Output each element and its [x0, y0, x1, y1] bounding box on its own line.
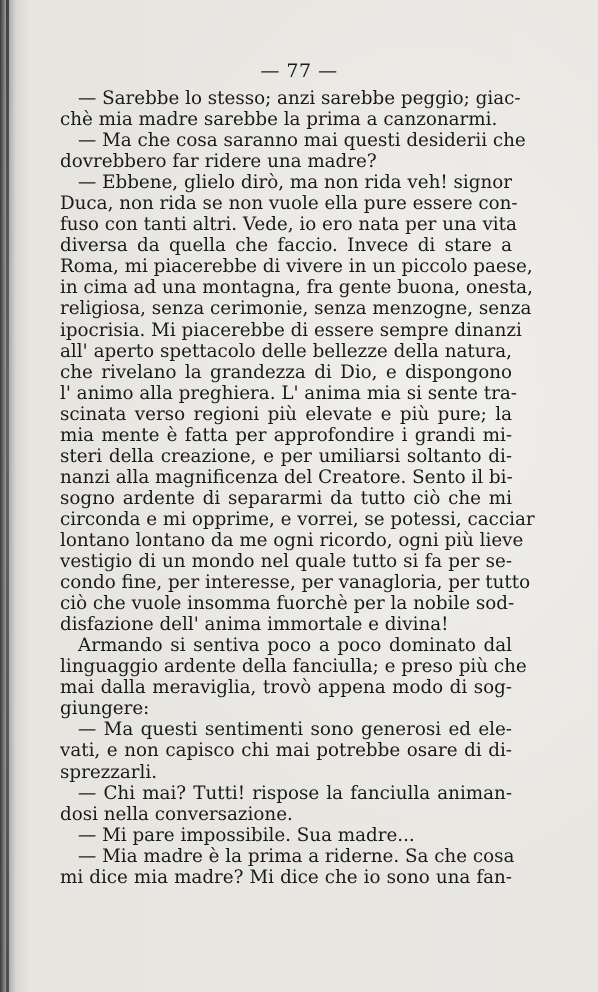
- text-line: vati, e non capisco chi mai potrebbe osare di di-: [60, 740, 512, 762]
- text-line: — Ma che cosa saranno mai questi desiderii che: [78, 130, 526, 152]
- text-line: — Ebbene, glielo dirò, ma non rida veh! signor: [78, 172, 512, 194]
- text-line: — Mia madre è la prima a riderne. Sa che cosa: [78, 845, 515, 867]
- text-line: mia mente è fatta per approfondire i grandi mi-: [60, 424, 512, 446]
- book-gutter-shadow: [6, 0, 9, 992]
- text-line: Roma, mi piacerebbe di vivere in un piccolo paese,: [60, 256, 533, 278]
- text-line: linguaggio ardente della fanciulla; e preso più che: [60, 656, 527, 678]
- text-line: mi dice mia madre? Mi dice che io sono una fan-: [60, 866, 512, 888]
- text-line: Armando si sentiva poco a poco dominato dal: [78, 635, 512, 657]
- text-line: — Chi mai? Tutti! rispose la fanciulla animan-: [78, 782, 512, 804]
- text-line: ipocrisia. Mi piacerebbe di essere sempre dinanzi: [60, 319, 522, 341]
- text-line: l' animo alla preghiera. L' anima mia si sente tra-: [60, 382, 517, 404]
- text-line: ciò che vuole insomma fuorchè per la nobile sod-: [60, 593, 515, 615]
- text-line: Duca, non rida se non vuole ella pure essere con-: [60, 193, 518, 215]
- text-line: giungere:: [60, 698, 150, 720]
- text-line: disfazione dell' anima immortale e divina!: [60, 614, 449, 636]
- text-line: che rivelano la grandezza di Dio, e dispongono: [60, 361, 512, 383]
- text-line: — Ma questi sentimenti sono generosi ed ele-: [78, 719, 512, 741]
- text-line: chè mia madre sarebbe la prima a canzonarmi.: [60, 109, 498, 131]
- page-number: — 77 —: [260, 60, 338, 82]
- text-line: in cima ad una montagna, fra gente buona, onesta,: [60, 277, 533, 299]
- text-line: dovrebbero far ridere una madre?: [60, 151, 377, 173]
- text-line: sprezzarli.: [60, 761, 158, 783]
- text-line: — Sarebbe lo stesso; anzi sarebbe peggio; giac-: [78, 88, 521, 109]
- text-line: religiosa, senza cerimonie, senza menzogne, senza: [60, 298, 532, 320]
- text-line: steri della creazione, e per umiliarsi soltanto di-: [60, 445, 512, 467]
- text-line: fuso con tanti altri. Vede, io ero nata per una vita: [60, 214, 517, 236]
- text-line: condo fine, per interesse, per vanagloria, per tutto: [60, 572, 531, 594]
- text-line: lontano lontano da me ogni ricordo, ogni più lieve: [60, 529, 524, 551]
- text-line: vestigio di un mondo nel quale tutto si fa per se-: [60, 551, 512, 573]
- text-line: sogno ardente di separarmi da tutto ciò che mi: [60, 487, 512, 509]
- text-line: mai dalla meraviglia, trovò appena modo di sog-: [60, 677, 512, 699]
- text-line: circonda e mi opprime, e vorrei, se potessi, cacciar: [60, 508, 535, 530]
- text-line: nanzi alla magnificenza del Creatore. Sento il bi-: [60, 466, 513, 488]
- body-text: [60, 88, 535, 888]
- text-line: diversa da quella che faccio. Invece di stare a: [60, 235, 512, 257]
- text-line: all' aperto spettacolo delle bellezze della natura,: [60, 340, 512, 362]
- text-line: dosi nella conversazione.: [60, 803, 293, 825]
- text-line: scinata verso regioni più elevate e più pure; la: [60, 403, 512, 425]
- text-line: — Mi pare impossibile. Sua madre...: [78, 824, 415, 846]
